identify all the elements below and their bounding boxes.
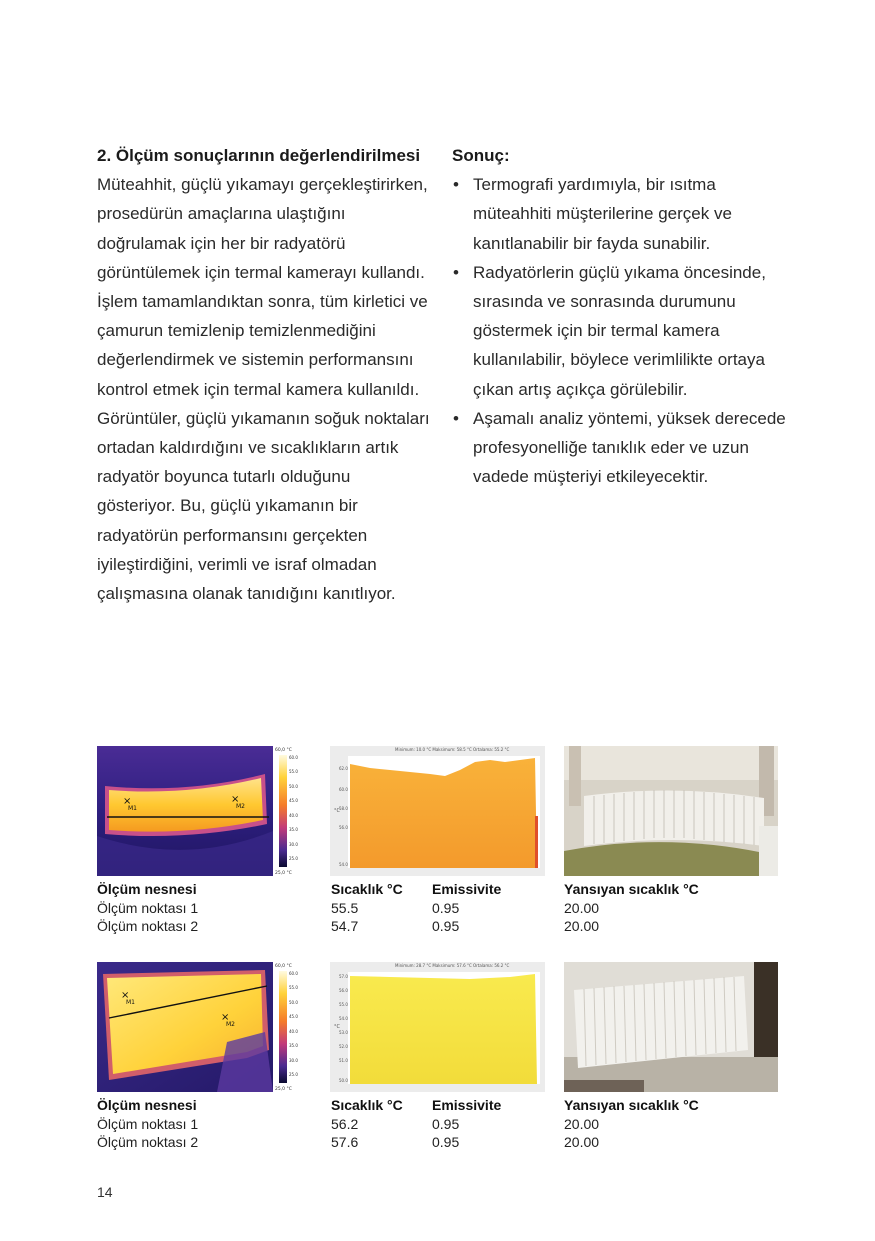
graph-ytick: 50.0 bbox=[339, 1078, 348, 1083]
table-cell: 0.95 bbox=[432, 1134, 460, 1150]
table-cell: 56.2 bbox=[331, 1115, 359, 1132]
measurement-table-1 bbox=[97, 880, 787, 940]
scale-tick: 40.0 bbox=[289, 813, 298, 818]
svg-text:×: × bbox=[221, 1012, 230, 1023]
svg-text:×: × bbox=[121, 990, 130, 1001]
graph-ylabel: °C bbox=[334, 808, 340, 814]
graph-ytick: 56.0 bbox=[339, 988, 348, 993]
table-cell: 20.00 bbox=[564, 1115, 600, 1132]
table-header: Yansıyan sıcaklık °C bbox=[564, 1097, 699, 1113]
scale-tick: 45.0 bbox=[289, 1014, 298, 1019]
thermal-image-1-graphic bbox=[97, 746, 297, 876]
table-header: Emissivite bbox=[432, 881, 502, 897]
table-header: Sıcaklık °C bbox=[331, 1097, 403, 1113]
scale-tick: 50.0 bbox=[289, 784, 298, 789]
table-header: Yansıyan sıcaklık °C bbox=[564, 881, 699, 897]
scale-tick: 30.0 bbox=[289, 842, 298, 847]
graph-ytick: 54.0 bbox=[339, 862, 348, 867]
reflected-temperature-column bbox=[564, 1096, 699, 1152]
svg-text:×: × bbox=[123, 796, 132, 807]
radiator-photo-1 bbox=[564, 746, 778, 876]
graph-ytick: 54.0 bbox=[339, 1016, 348, 1021]
scale-tick: 40.0 bbox=[289, 1029, 298, 1034]
scale-tick: 30.0 bbox=[289, 1058, 298, 1063]
right-column bbox=[452, 141, 792, 491]
table-cell: 20.00 bbox=[564, 1134, 600, 1150]
graph-ytick: 55.0 bbox=[339, 1002, 348, 1007]
radiator-photo-2 bbox=[564, 962, 778, 1092]
table-cell: Ölçüm noktası 2 bbox=[97, 918, 199, 934]
thermal-image-2-graphic bbox=[97, 962, 297, 1092]
table-cell: 55.5 bbox=[331, 899, 359, 916]
marker-label: M2 bbox=[226, 1021, 235, 1028]
table-cell: Ölçüm noktası 1 bbox=[97, 899, 199, 916]
temperature-column bbox=[331, 880, 403, 936]
table-cell: 57.6 bbox=[331, 1134, 359, 1150]
graph-1-graphic bbox=[330, 746, 545, 876]
section-paragraph: Müteahhit, güçlü yıkamayı gerçekleştirirken, prosedürün amaçlarına ulaştığını doğrulamak için her bir radyatörü görüntülemek için termal kamerayı kullandı. İşlem tamamlandıktan sonra, tüm kirletici ve çamurun temizlenip temizlenmediğini değerlendirmek ve sistemin performansını kontrol etmek için termal kamera kullanıldı. Görüntüler, güçlü yıkamanın soğuk noktaları ortadan kaldırdığını ve sıcaklıkların artık radyatör boyunca tutarlı olduğunu gösteriyor. Bu, güçlü yıkamanın bir radyatörün performansını gerçekten iyileştirdiğini, verimli ve israf olmadan çalışmasına olanak tanıdığını kanıtlıyor. bbox=[97, 175, 430, 604]
marker-label: M1 bbox=[128, 805, 137, 812]
emissivity-column bbox=[432, 1096, 501, 1152]
scale-top-label: 60,0 °C bbox=[275, 748, 292, 753]
graph-header: Minimum: 28.7 °C Maksimum: 57.6 °C Ortalama: 56.2 °C bbox=[395, 963, 510, 968]
scale-tick: 35.0 bbox=[289, 827, 298, 832]
graph-ytick: 58.0 bbox=[339, 806, 348, 811]
svg-text:×: × bbox=[231, 794, 240, 805]
left-column bbox=[97, 141, 432, 608]
graph-ytick: 56.0 bbox=[339, 825, 348, 830]
graph-ytick: 62.0 bbox=[339, 766, 348, 771]
graph-2-graphic bbox=[330, 962, 545, 1092]
table-cell: 0.95 bbox=[432, 918, 460, 934]
graph-ytick: 60.0 bbox=[339, 787, 348, 792]
table-cell: 0.95 bbox=[432, 1115, 460, 1132]
temperature-profile-graph-1 bbox=[330, 746, 545, 876]
conclusion-list bbox=[452, 170, 792, 491]
conclusion-heading: Sonuç: bbox=[452, 146, 510, 165]
table-header: Sıcaklık °C bbox=[331, 881, 403, 897]
radiator-photo-1-graphic bbox=[564, 746, 778, 876]
graph-ylabel: °C bbox=[334, 1024, 340, 1030]
object-column bbox=[97, 880, 198, 936]
marker-label: M1 bbox=[126, 999, 135, 1006]
scale-tick: 25.0 bbox=[289, 1072, 298, 1077]
table-header: Emissivite bbox=[432, 1097, 502, 1113]
section-heading: 2. Ölçüm sonuçlarının değerlendirilmesi bbox=[97, 146, 421, 165]
conclusion-item: • Radyatörlerin güçlü yıkama öncesinde, sırasında ve sonrasında durumunu göstermek için bir termal kamera kullanılabilir, böylece verimlilikte ortaya çıkan artış açıkça görülebilir. bbox=[452, 258, 792, 404]
radiator-photo-2-graphic bbox=[564, 962, 778, 1092]
scale-tick: 60.0 bbox=[289, 755, 298, 760]
table-header: Ölçüm nesnesi bbox=[97, 881, 197, 897]
table-cell: 20.00 bbox=[564, 899, 600, 916]
thermal-image-1 bbox=[97, 746, 297, 876]
thermal-image-2 bbox=[97, 962, 297, 1092]
table-cell: 0.95 bbox=[432, 899, 460, 916]
scale-tick: 60.0 bbox=[289, 971, 298, 976]
graph-ytick: 52.0 bbox=[339, 1044, 348, 1049]
scale-tick: 55.0 bbox=[289, 769, 298, 774]
marker-label: M2 bbox=[236, 803, 245, 810]
scale-tick: 35.0 bbox=[289, 1043, 298, 1048]
temperature-column bbox=[331, 1096, 403, 1152]
table-cell: 54.7 bbox=[331, 918, 359, 934]
table-header: Ölçüm nesnesi bbox=[97, 1097, 197, 1113]
object-column bbox=[97, 1096, 198, 1152]
table-cell: 20.00 bbox=[564, 918, 600, 934]
scale-bottom-label: 25,0 °C bbox=[275, 871, 292, 876]
graph-ytick: 57.0 bbox=[339, 974, 348, 979]
emissivity-column bbox=[432, 880, 501, 936]
conclusion-item: • Termografi yardımıyla, bir ısıtma müteahhiti müşterilerine gerçek ve kanıtlanabilir bir fayda sunabilir. bbox=[452, 170, 792, 258]
graph-ytick: 53.0 bbox=[339, 1030, 348, 1035]
table-cell: Ölçüm noktası 1 bbox=[97, 1115, 199, 1132]
scale-tick: 25.0 bbox=[289, 856, 298, 861]
page-number: 14 bbox=[97, 1184, 113, 1200]
graph-ytick: 51.0 bbox=[339, 1058, 348, 1063]
scale-tick: 50.0 bbox=[289, 1000, 298, 1005]
scale-top-label: 60,0 °C bbox=[275, 964, 292, 969]
graph-header: Minimum: 10.0 °C Maksimum: 58.5 °C Ortalama: 55.2 °C bbox=[395, 747, 510, 752]
conclusion-item: • Aşamalı analiz yöntemi, yüksek derecede profesyonelliğe tanıklık eder ve uzun vadede müşteriyi etkileyecektir. bbox=[452, 404, 792, 492]
scale-tick: 45.0 bbox=[289, 798, 298, 803]
scale-bottom-label: 25,0 °C bbox=[275, 1087, 292, 1092]
temperature-profile-graph-2 bbox=[330, 962, 545, 1092]
measurement-table-2 bbox=[97, 1096, 787, 1156]
reflected-temperature-column bbox=[564, 880, 699, 936]
table-cell: Ölçüm noktası 2 bbox=[97, 1134, 199, 1150]
scale-tick: 55.0 bbox=[289, 985, 298, 990]
